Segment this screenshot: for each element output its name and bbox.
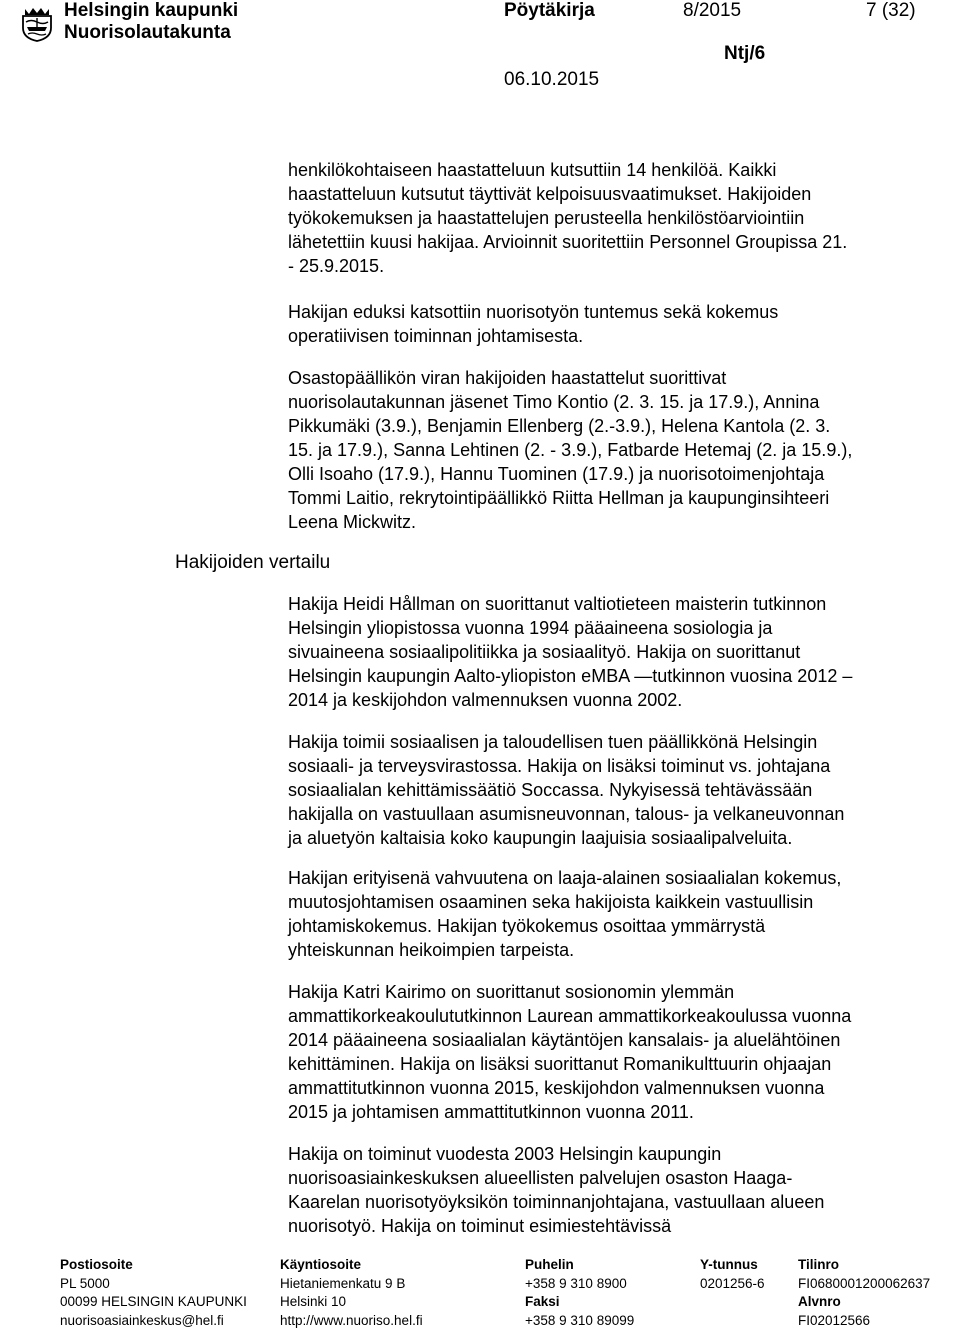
text-line: Käyntiosoite <box>280 1257 362 1272</box>
text-line: operatiivisen toiminnan johtamisesta. <box>288 326 584 346</box>
text-line: lähetettiin kuusi hakijaa. Arvioinnit suoritettiin Personnel Groupissa 21. <box>288 232 848 252</box>
paragraph-hallman-strengths <box>288 866 948 962</box>
text-line: työkokemuksen ja haastattelujen perusteella henkilöstöarviointiin <box>288 208 805 228</box>
text-line: haastatteluun kutsutut täyttivät kelpoisuusvaatimukset. Hakijoiden <box>288 184 812 204</box>
paragraph-hallman-education <box>288 592 948 712</box>
text-line: Hakija toimii sosiaalisen ja taloudellisen tuen päällikkönä Helsingin <box>288 732 818 752</box>
text-line: Hakija Katri Kairimo on suorittanut sosionomin ylemmän <box>288 982 735 1002</box>
text-line: Puhelin <box>525 1257 574 1272</box>
text-line: - 25.9.2015. <box>288 256 385 276</box>
text-line: ja aluetyön kaltaisia koko kaupungin laajuisia sosiaalipalveluita. <box>288 828 793 848</box>
text-line: FI0680001200062637 <box>798 1275 931 1291</box>
text-line: FI02012566 <box>798 1312 871 1328</box>
department-name: Nuorisolautakunta <box>64 22 231 43</box>
text-line: johtamiskokemus. Hakijan työkokemus osoittaa ymmärrystä <box>288 916 766 936</box>
text-line: +358 9 310 89099 <box>525 1312 635 1328</box>
text-line: PL 5000 <box>60 1275 110 1291</box>
text-line: nuorisolautakunnan jäsenet Timo Kontio (2. 3. 15. ja 17.9.), Annina <box>288 392 820 412</box>
side-heading: Hakijoiden vertailu <box>175 552 331 573</box>
text-line: 15. ja 17.9.), Sanna Lehtinen (2. - 3.9.), Fatbarde Hetemaj (2. ja 15.9.), <box>288 440 853 460</box>
text-line: Osastopäällikön viran hakijoiden haastattelut suorittivat <box>288 368 727 388</box>
text-line: 0201256-6 <box>700 1275 765 1291</box>
text-line: sosiaali- ja terveysvirastossa. Hakija on lisäksi toiminut vs. johtajana <box>288 756 831 776</box>
text-line: Y-tunnus <box>700 1257 758 1272</box>
text-line: yhteiskunnan heikoimpien tarpeista. <box>288 940 575 960</box>
text-line: kehittäminen. Hakija on lisäksi suorittanut Romanikulttuurin ohjaajan <box>288 1054 832 1074</box>
paragraph-kairimo-education <box>288 980 948 1124</box>
text-line: +358 9 310 8900 <box>525 1275 627 1291</box>
text-line: Faksi <box>525 1294 560 1309</box>
text-line: sivuaineena sosiaalipolitiikka ja sosiaalityö. Hakija on suorittanut <box>288 642 801 662</box>
text-line: hakijalla on vastuullaan asumisneuvonnan, talous- ja velkaneuvonnan <box>288 804 845 824</box>
text-line: Hietaniemenkatu 9 B <box>280 1275 406 1291</box>
text-line: 2015 ja johtamisen ammattitutkinnon vuonna 2011. <box>288 1102 694 1122</box>
text-line: Hakija Heidi Hållman on suorittanut valtiotieteen maisterin tutkinnon <box>288 594 827 614</box>
text-line: ammattikorkeakoulututkinnon Laurean ammattikorkeakoulussa vuonna <box>288 1006 852 1026</box>
text-line: 2014 ja keskijohdon valmennuksen vuonna 2002. <box>288 690 683 710</box>
agenda-item: Ntj/6 <box>724 43 766 64</box>
paragraph-interviewers <box>288 366 948 534</box>
paragraph-merits <box>288 300 948 348</box>
text-line: http://www.nuoriso.hel.fi <box>280 1312 423 1328</box>
text-line: Hakija on toiminut vuodesta 2003 Helsingin kaupungin <box>288 1144 722 1164</box>
text-line: sosiaalialan kehittämissäätiö Soccassa. Nykyisessä tehtävässään <box>288 780 813 800</box>
paragraph-hallman-experience <box>288 730 948 850</box>
text-line: 00099 HELSINGIN KAUPUNKI <box>60 1294 247 1309</box>
text-line: Helsinki 10 <box>280 1294 347 1309</box>
text-line: nuorisoasiainkeskus@hel.fi <box>60 1312 224 1328</box>
footer-business-id <box>700 1256 765 1293</box>
text-line: Leena Mickwitz. <box>288 512 417 532</box>
text-line: Hakijan erityisenä vahvuutena on laaja-alainen sosiaalialan kokemus, <box>288 868 842 888</box>
text-line: ammattitutkinnon vuonna 2015, keskijohdon valmennuksen vuonna <box>288 1078 825 1098</box>
text-line: Helsingin yliopistossa vuonna 1994 pääaineena sosiologia ja <box>288 618 773 638</box>
text-line: Pikkumäki (3.9.), Benjamin Ellenberg (2.-3.9.), Helena Kantola (2. 3. <box>288 416 831 436</box>
text-line: Postiosoite <box>60 1257 133 1272</box>
text-line: nuorisotyö. Hakija on toiminut esimiestehtävissä <box>288 1216 672 1236</box>
text-line: Hakijan eduksi katsottiin nuorisotyön tuntemus sekä kokemus <box>288 302 779 322</box>
text-line: nuorisoasiainkeskuksen alueellisten palvelujen osaston Haaga- <box>288 1168 793 1188</box>
text-line: henkilökohtaiseen haastatteluun kutsuttiin 14 henkilöä. Kaikki <box>288 160 777 180</box>
page-number: 7 (32) <box>866 0 916 21</box>
text-line: 2014 pääaineena sosiaalialan käytäntöjen kansalais- ja aluelähtöinen <box>288 1030 841 1050</box>
document-number: 8/2015 <box>683 0 742 21</box>
text-line: Tommi Laitio, rekrytointipäällikkö Riitta Hellman ja kaupunginsihteeri <box>288 488 830 508</box>
paragraph-kairimo-experience <box>288 1142 948 1238</box>
text-line: Helsingin kaupungin Aalto-yliopiston eMBA —tutkinnon vuosina 2012 – <box>288 666 853 686</box>
footer-visiting-address <box>280 1256 423 1330</box>
footer-bank-account <box>798 1256 930 1330</box>
footer-postal-address <box>60 1256 247 1330</box>
text-line: Tilinro <box>798 1257 840 1272</box>
meeting-date: 06.10.2015 <box>504 69 600 90</box>
text-line: muutosjohtamisen osaaminen seka hakijoista kaikkein vastuullisin <box>288 892 814 912</box>
document-type: Pöytäkirja <box>504 0 595 21</box>
text-line: Olli Isoaho (17.9.), Hannu Tuominen (17.9.) ja nuorisotoimenjohtaja <box>288 464 825 484</box>
organization-name: Helsingin kaupunki <box>64 0 239 21</box>
footer-phone <box>525 1256 634 1330</box>
paragraph-interview-summary <box>288 158 948 278</box>
helsinki-crest-icon <box>20 6 54 42</box>
text-line: Kaarelan nuorisotyöyksikön toiminnanjohtajana, vastuullaan alueen <box>288 1192 825 1212</box>
text-line: Alvnro <box>798 1294 841 1309</box>
